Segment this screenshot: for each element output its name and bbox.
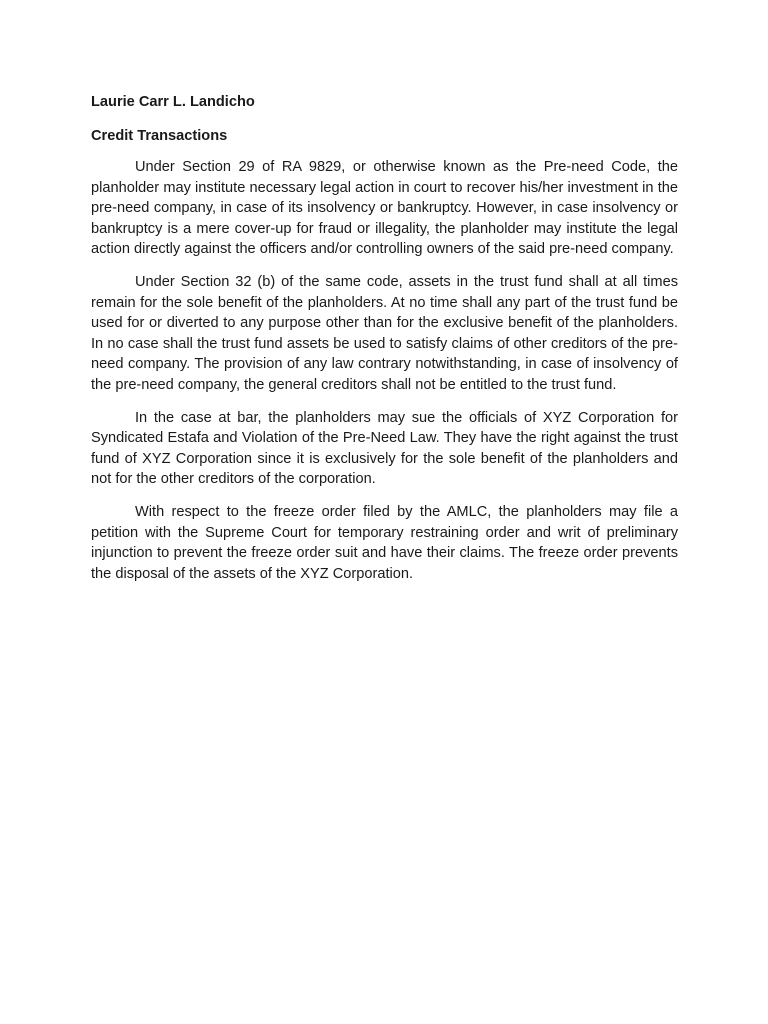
author-name: Laurie Carr L. Landicho bbox=[91, 94, 255, 110]
paragraph-freeze-order: With respect to the freeze order filed by the AMLC, the planholders may file a petition with the Supreme Court for temporary restraining order and writ of preliminary injunction to prevent the freeze order suit and have their claims. The freeze order prevents the disposal of the assets of the XYZ Corporation. bbox=[91, 503, 678, 582]
document-body bbox=[91, 92, 678, 584]
paragraph-section-32: Under Section 32 (b) of the same code, assets in the trust fund shall at all times remain for the sole benefit of the planholders. At no time shall any part of the trust fund be used for or diverted to any purpose other than for the exclusive benefit of the planholders. In no case shall the trust fund assets be used to satisfy claims of other creditors of the pre-need company. The provision of any law contrary notwithstanding, in case of insolvency of the pre-need company, the general creditors shall not be entitled to the trust fund. bbox=[91, 273, 678, 393]
document-title: Credit Transactions bbox=[91, 128, 228, 144]
paragraph-section-29: Under Section 29 of RA 9829, or otherwise known as the Pre-need Code, the planholder may institute necessary legal action in court to recover his/her investment in the pre-need company, in case of its insolvency or bankruptcy. However, in case insolvency or bankruptcy is a mere cover-up for fraud or illegality, the planholder may institute the legal action directly against the officers and/or controlling owners of the said pre-need company. bbox=[91, 159, 678, 258]
paragraph-case-at-bar: In the case at bar, the planholders may sue the officials of XYZ Corporation for Syndicated Estafa and Violation of the Pre-Need Law. They have the right against the trust fund of XYZ Corporation since it is exclusively for the sole benefit of the planholders and not for the other creditors of the corporation. bbox=[91, 409, 678, 488]
